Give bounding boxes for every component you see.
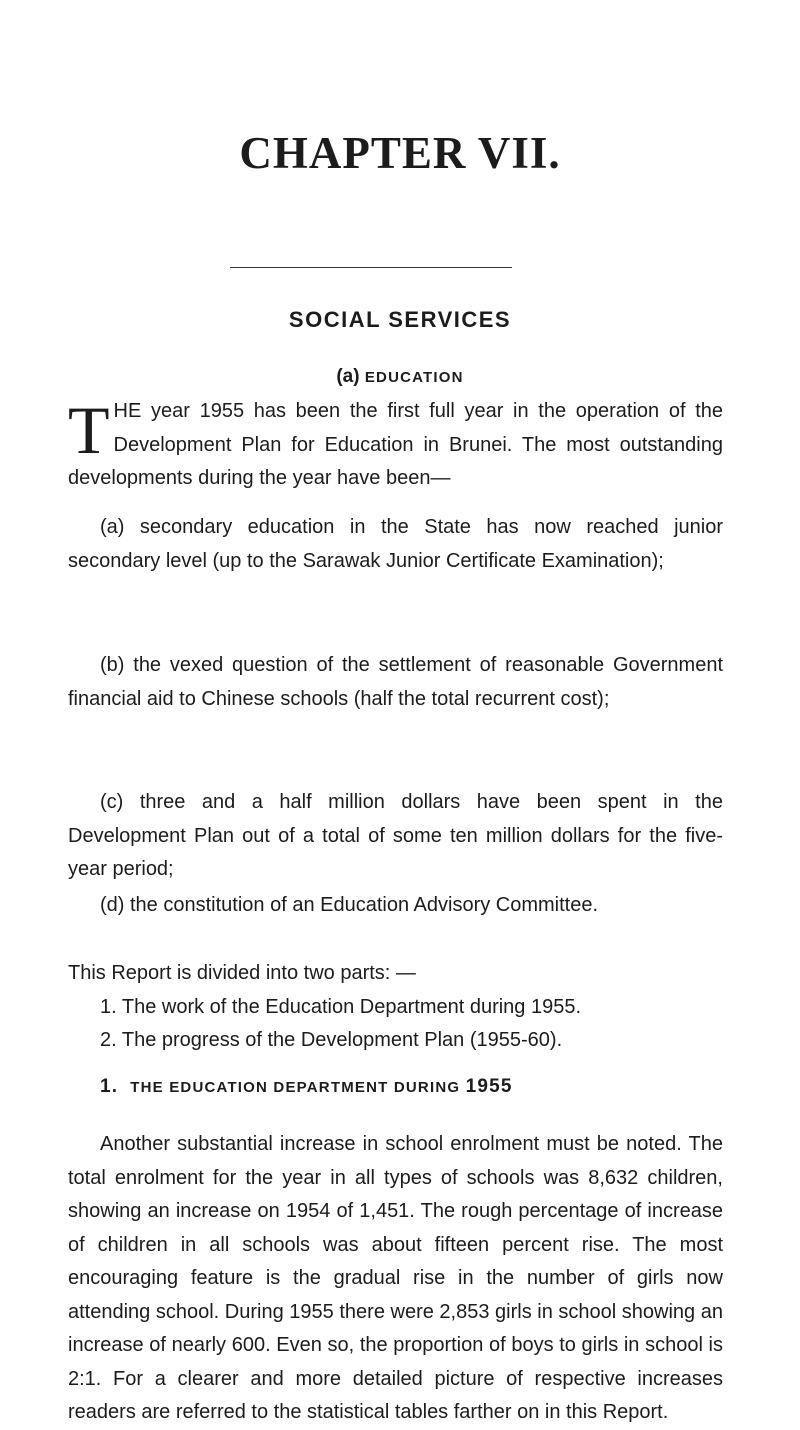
- subsection-name: EDUCATION: [364, 369, 464, 386]
- drop-cap: T: [68, 392, 110, 468]
- section-title: SOCIAL SERVICES: [288, 307, 512, 332]
- part-one-heading: [100, 1076, 720, 1098]
- development-item-b: (b) the vexed question of the settlement of reasonable Government financial aid to Chinese schools (half the total recurrent cost);: [68, 654, 723, 710]
- part-one-title: THE EDUCATION DEPARTMENT DURING: [130, 1079, 461, 1096]
- part-one-number: 1.: [100, 1076, 119, 1097]
- intro-paragraph: [68, 392, 723, 496]
- enrolment-paragraph: Another substantial increase in school enrolment must be noted. The total enrolment for the year in all types of schools was 8,632 children, showing an increase on 1954 of 1,451. The rough percentage of increase of children in all schools was about fifteen percent rise. The most encouraging feature is the gradual rise in the number of girls now attending school. During 1955 there were 2,853 girls in school showing an increase of nearly 600. Even so, the proportion of boys to girls in school is 2:1. For a clearer and more detailed picture of respective increases readers are referred to the statistical tables farther on in this Report.: [68, 1133, 723, 1423]
- report-part-2: 2. The progress of the Development Plan (1955-60).: [100, 1029, 563, 1051]
- report-part-1: 1. The work of the Education Department during 1955.: [100, 996, 582, 1018]
- title-divider: [230, 267, 512, 268]
- report-intro: This Report is divided into two parts: —: [68, 962, 416, 984]
- intro-text: HE year 1955 has been the first full year in the operation of the Development Plan for Education in Brunei. The most outstanding developments during the year have been—: [68, 400, 723, 489]
- part-one-year: 1955: [465, 1076, 513, 1097]
- development-item-c: (c) three and a half million dollars have been spent in the Development Plan out of a total of some ten million dollars for the five-year period;: [68, 791, 723, 880]
- development-item-a: (a) secondary education in the State has now reached junior secondary level (up to the Sarawak Junior Certificate Examination);: [68, 516, 723, 572]
- development-item-d: (d) the constitution of an Education Advisory Committee.: [100, 894, 599, 916]
- subsection-label: (a): [336, 366, 360, 387]
- chapter-title: CHAPTER VII.: [239, 128, 561, 178]
- subsection-title: [0, 366, 800, 388]
